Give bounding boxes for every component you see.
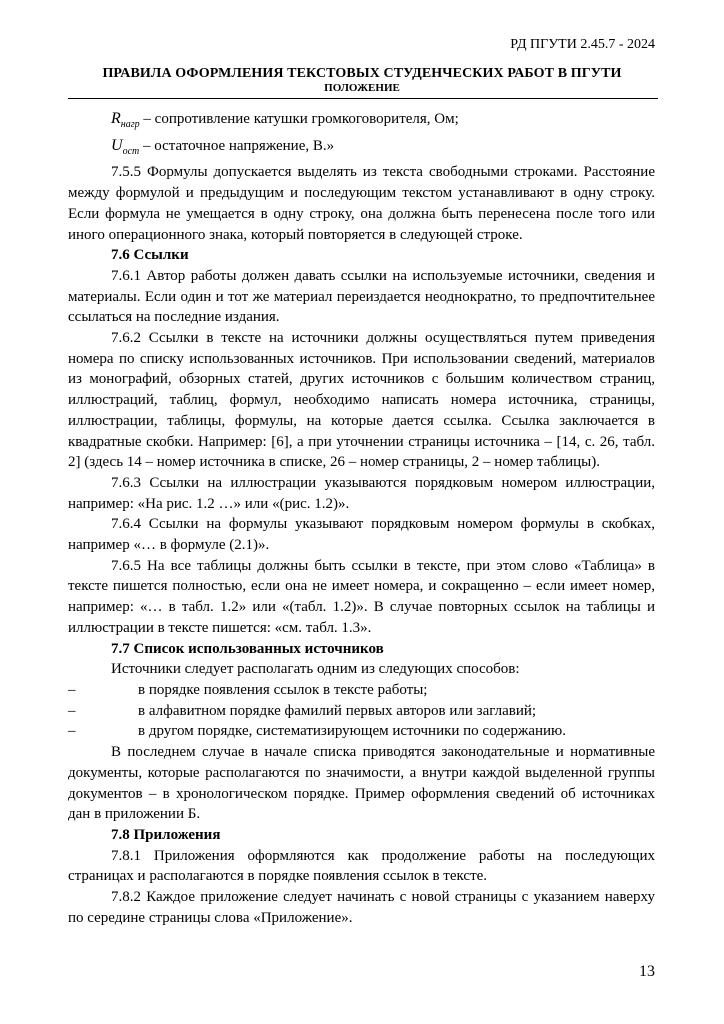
paragraph-7-6-4: 7.6.4 Ссылки на формулы указывают порядковым номером формулы в скобках, например «… в формуле (2.1)».	[68, 516, 655, 554]
paragraph-7-8-2: 7.8.2 Каждое приложение следует начинать с новой страницы с указанием наверху по середине страницы слова «Приложение».	[68, 889, 655, 926]
symbol-definition: $U_{ост}$ – остаточное напряжение, В.»	[111, 136, 335, 157]
list-intro: Источники следует располагать одним из следующих способов:	[111, 661, 520, 678]
section-heading-7-7: 7.7 Список использованных источников	[111, 640, 384, 657]
page-body	[68, 109, 655, 928]
paragraph-7-8-1: 7.8.1 Приложения оформляются как продолжение работы на последующих страницах и располагаются в порядке появления ссылок в тексте.	[68, 847, 655, 885]
paragraph-7-7-last: В последнем случае в начале списка приводятся законодательные и нормативные документы, которые располагаются по значимости, а внутри каждой выделенной группы документов – в хронологическом порядке. Пример оформления сведений об источниках дан в приложении Б.	[68, 744, 655, 823]
document-title: ПРАВИЛА ОФОРМЛЕНИЯ ТЕКСТОВЫХ СТУДЕНЧЕСКИХ РАБОТ В ПГУТИ	[102, 66, 622, 81]
document-number: РД ПГУТИ 2.45.7 - 2024	[510, 37, 655, 52]
list-item: – в другом порядке, систематизирующем источники по содержанию.	[68, 723, 566, 740]
section-heading-7-8: 7.8 Приложения	[111, 826, 221, 843]
document-subtitle: ПОЛОЖЕНИЕ	[324, 82, 400, 94]
list-item: – в порядке появления ссылок в тексте работы;	[68, 681, 428, 698]
list-item: – в алфавитном порядке фамилий первых авторов или заглавий;	[68, 702, 537, 719]
paragraph-7-6-2: 7.6.2 Ссылки в тексте на источники должны осуществляться путем приведения номера по списку использованных источников. При использовании сведений, материалов из монографий, обзорных статей, других источников с большим количеством страниц, иллюстраций, таблиц, формул, необходимо написать номера источника, страницы, иллюстрации, таблицы, формулы, на которые дается ссылка. Ссылка заключается в квадратные скобки. Например: [6], а при уточнении страницы источника – [14, с. 26, табл. 2] (здесь 14 – номер источника в списке, 26 – номер страницы, 2 – номер таблицы).	[68, 330, 655, 471]
paragraph-7-6-5: 7.6.5 На все таблицы должны быть ссылки в тексте, при этом слово «Таблица» в тексте пишется полностью, если она не имеет номера, и сокращенно – если имеет номер, например: «… в табл. 1.2» или «(табл. 1.2)». В случае повторных ссылок на таблицы и иллюстрации в тексте пишется: «см. табл. 1.3».	[68, 557, 655, 636]
paragraph-7-6-3: 7.6.3 Ссылки на иллюстрации указываются порядковым номером иллюстрации, например: «На рис. 1.2 …» или «(рис. 1.2)».	[68, 474, 655, 512]
symbol-definition: $R_{нагр}$ – сопротивление катушки громкоговорителя, Ом;	[111, 110, 459, 130]
paragraph-7-5-5: 7.5.5 Формулы допускается выделять из текста свободными строками. Расстояние между формулой и предыдущим и последующим текстом устанавливают в одну строку. Если формула не умещается в одну строку, она должна быть перенесена после того или иного операционного знака, который повторяется в следующей строке.	[68, 164, 655, 243]
paragraph-7-6-1: 7.6.1 Автор работы должен давать ссылки на используемые источники, сведения и материалы. Если один и тот же материал переиздается неоднократно, то предпочтительнее ссылаться на последние издания.	[68, 267, 655, 326]
header-divider	[68, 98, 658, 99]
section-heading-7-6: 7.6 Ссылки	[111, 247, 189, 264]
page-number: 13	[639, 963, 655, 980]
